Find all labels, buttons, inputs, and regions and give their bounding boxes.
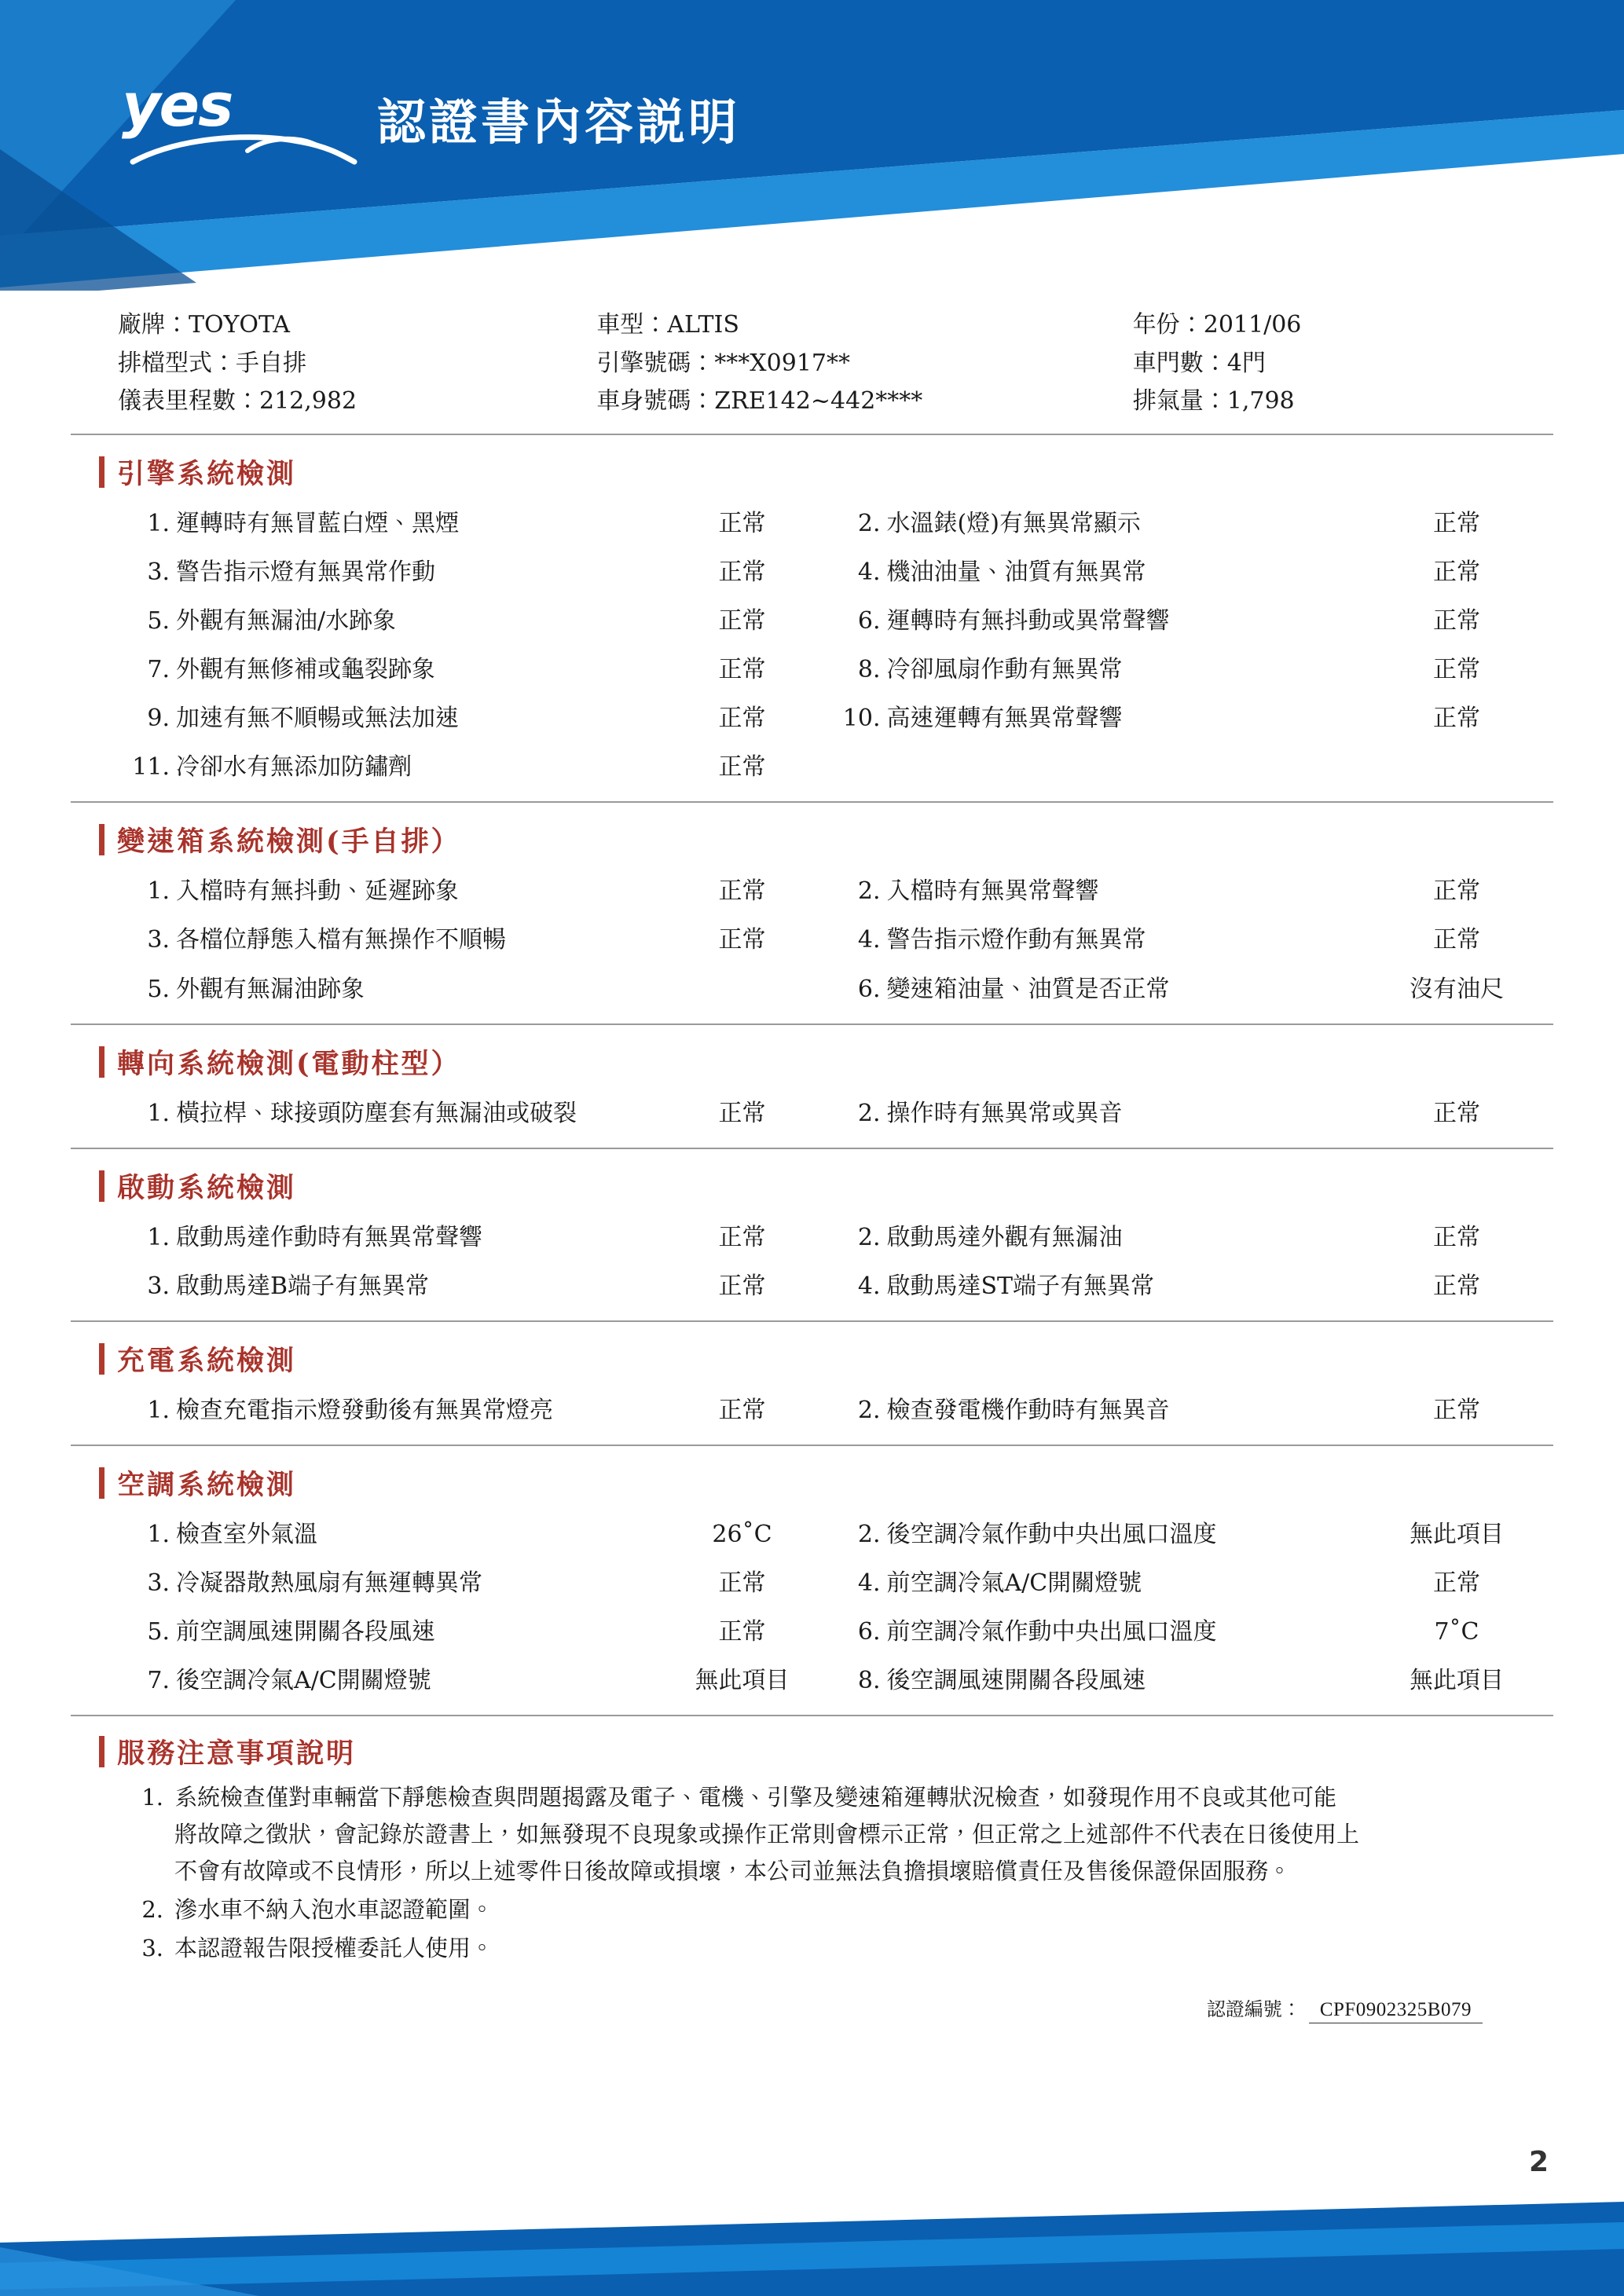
section-header: [99, 820, 1553, 859]
item-number: 3.: [147, 558, 170, 586]
inspection-item: [118, 1089, 829, 1138]
inspection-item: [829, 694, 1540, 743]
inspection-row: [118, 1608, 1539, 1657]
item-value: 正常: [1433, 1099, 1480, 1127]
inspection-item: [118, 743, 829, 792]
inspection-item: [118, 1262, 829, 1311]
item-value: 正常: [1433, 1569, 1480, 1598]
item-text: 外觀有無漏油跡象: [176, 975, 365, 1003]
certificate-number-value: CPF0902325B079: [1309, 1999, 1483, 2023]
item-value: 正常: [1433, 1396, 1480, 1424]
item-number: 2.: [857, 1099, 881, 1127]
item-number: 1.: [147, 1396, 170, 1424]
inspection-item: [829, 1386, 1540, 1435]
item-value: 正常: [718, 753, 766, 782]
item-text: 後空調冷氣A/C開關燈號: [176, 1667, 431, 1695]
vehicle-brand: 廠牌：TOYOTA: [118, 311, 291, 339]
inspection-item: [118, 916, 829, 965]
service-notes: [71, 1716, 1553, 1967]
item-value: 正常: [1433, 705, 1480, 733]
inspection-row: [118, 1089, 1539, 1138]
item-number: 1.: [147, 1223, 170, 1251]
page-title: 認證書內容説明: [377, 93, 741, 151]
item-text: 運轉時有無抖動或異常聲響: [886, 606, 1170, 635]
note-number: 2.: [141, 1896, 163, 1924]
section-marker: [99, 456, 104, 488]
vehicle-displacement: 排氣量：1,798: [1132, 387, 1295, 416]
inspection-item: [829, 548, 1540, 597]
section-header: [99, 1042, 1553, 1082]
item-value: 正常: [718, 877, 766, 906]
inspection-item: [829, 1089, 1540, 1138]
note-line: 不會有故障或不良情形，所以上述零件日後故障或損壞，本公司並無法負擔損壞賠償責任及售後保證保固服務。: [174, 1858, 1292, 1885]
vehicle-info-col-2: [596, 306, 1132, 421]
item-text: 外觀有無修補或龜裂跡象: [176, 656, 435, 684]
item-value: 7˚C: [1434, 1618, 1479, 1646]
item-number: 6.: [857, 1618, 881, 1646]
vehicle-mileage: 儀表里程數：212,982: [118, 387, 357, 416]
section-rows: [118, 867, 1539, 1013]
item-text: 變速箱油量、油質是否正常: [886, 975, 1170, 1003]
item-text: 機油油量、油質有無異常: [886, 558, 1146, 586]
section-title: 充電系統檢測: [117, 1344, 297, 1377]
inspection-item: [118, 548, 829, 597]
item-value: 無此項目: [695, 1667, 790, 1695]
page-footer: [0, 2202, 1624, 2296]
inspection-row: [118, 1657, 1539, 1705]
section-transmission: [71, 803, 1553, 1024]
inspection-item: [829, 646, 1540, 694]
item-text: 入檔時有無異常聲響: [886, 877, 1099, 906]
item-value: 正常: [718, 1396, 766, 1424]
inspection-row: [118, 597, 1539, 646]
item-text: 警告指示燈有無異常作動: [176, 558, 435, 586]
note-item: [118, 1891, 1539, 1928]
inspection-item: [829, 965, 1540, 1014]
inspection-row: [118, 500, 1539, 548]
note-item: [118, 1930, 1539, 1967]
section-header: [99, 1339, 1553, 1379]
inspection-row: [118, 1511, 1539, 1559]
item-value: 正常: [718, 705, 766, 733]
inspection-row: [118, 646, 1539, 694]
inspection-row: [118, 1386, 1539, 1435]
inspection-item: [829, 1262, 1540, 1311]
vehicle-info: [71, 291, 1553, 435]
inspection-item: [118, 1386, 829, 1435]
item-value: 沒有油尺: [1410, 975, 1504, 1003]
item-number: 5.: [147, 606, 170, 635]
inspection-item: [118, 867, 829, 916]
item-number: 2.: [857, 1396, 881, 1424]
vehicle-year: 年份：2011/06: [1132, 311, 1302, 339]
item-text: 警告指示燈作動有無異常: [886, 926, 1146, 954]
item-number: 1.: [147, 877, 170, 906]
section-header: [99, 1166, 1553, 1206]
item-text: 入檔時有無抖動、延遲跡象: [176, 877, 459, 906]
item-number: 4.: [857, 1272, 881, 1300]
note-item: [118, 1779, 1539, 1890]
item-text: 高速運轉有無異常聲響: [886, 705, 1123, 733]
inspection-item: [118, 1214, 829, 1262]
note-text: 滲水車不納入泡水車認證範圍。: [174, 1896, 494, 1924]
item-text: 冷凝器散熱風扇有無運轉異常: [176, 1569, 482, 1598]
inspection-item: [118, 646, 829, 694]
note-text: [174, 1779, 1539, 1890]
section-title: 引擎系統檢測: [117, 457, 297, 490]
inspection-item: [829, 1608, 1540, 1657]
item-value: 正常: [718, 1618, 766, 1646]
item-value: 正常: [718, 606, 766, 635]
section-rows: [118, 1511, 1539, 1705]
page-number: 2: [1528, 2146, 1549, 2178]
item-value: 正常: [1433, 558, 1480, 586]
item-value: 正常: [718, 926, 766, 954]
vehicle-transmission: 排檔型式：手自排: [118, 349, 306, 377]
item-text: 各檔位靜態入檔有無操作不順暢: [176, 926, 506, 954]
inspection-item: [829, 500, 1540, 548]
inspection-item: [118, 1559, 829, 1608]
section-marker: [99, 824, 104, 855]
section-steering: [71, 1025, 1553, 1149]
section-header: [99, 1732, 1553, 1771]
section-air-conditioning: [71, 1446, 1553, 1716]
vehicle-info-col-1: [118, 306, 596, 421]
car-swoosh-icon: [130, 130, 357, 167]
item-text: 加速有無不順暢或無法加速: [176, 705, 459, 733]
yes-logo: [122, 70, 357, 162]
item-value: 正常: [718, 1223, 766, 1251]
item-value: 正常: [1433, 606, 1480, 635]
item-number: 4.: [857, 558, 881, 586]
item-number: 4.: [857, 1569, 881, 1598]
section-rows: [118, 500, 1539, 793]
vehicle-engine-no: 引擎號碼：***X0917**: [596, 349, 851, 377]
inspection-item: [829, 1657, 1540, 1705]
section-rows: [118, 1089, 1539, 1138]
item-value: 正常: [718, 1099, 766, 1127]
inspection-row: [118, 694, 1539, 743]
inspection-row: [118, 965, 1539, 1014]
item-text: 前空調冷氣作動中央出風口溫度: [886, 1618, 1217, 1646]
vehicle-vin: 車身號碼：ZRE142~442****: [596, 387, 923, 416]
item-value: 正常: [1433, 1272, 1480, 1300]
item-value: 正常: [1433, 656, 1480, 684]
inspection-item: [829, 1214, 1540, 1262]
inspection-row: [118, 1214, 1539, 1262]
item-text: 水溫錶(燈)有無異常顯示: [886, 509, 1141, 537]
certificate-number-row: [71, 1968, 1553, 2023]
section-header: [99, 452, 1553, 492]
section-marker: [99, 1343, 104, 1375]
item-text: 橫拉桿、球接頭防塵套有無漏油或破裂: [176, 1099, 577, 1127]
inspection-row: [118, 548, 1539, 597]
item-number: 10.: [842, 705, 881, 733]
section-rows: [118, 1386, 1539, 1435]
inspection-item: [829, 1511, 1540, 1559]
item-value: 正常: [718, 656, 766, 684]
item-number: 9.: [147, 705, 170, 733]
item-number: 6.: [857, 606, 881, 635]
item-number: 7.: [147, 656, 170, 684]
note-number: 3.: [141, 1935, 163, 1962]
section-title: 轉向系統檢測(電動柱型）: [117, 1047, 461, 1080]
certificate-number-label: 認證編號：: [1206, 1998, 1301, 2021]
section-title: 空調系統檢測: [117, 1469, 297, 1501]
item-number: 7.: [147, 1667, 170, 1695]
item-text: 冷卻風扇作動有無異常: [886, 656, 1123, 684]
item-value: 正常: [1433, 926, 1480, 954]
inspection-row: [118, 1559, 1539, 1608]
section-starter: [71, 1149, 1553, 1322]
logo-wordmark: yes: [122, 70, 233, 140]
item-text: 檢查充電指示燈發動後有無異常燈亮: [176, 1396, 553, 1424]
section-title: 服務注意事項說明: [117, 1738, 357, 1771]
item-number: 3.: [147, 1272, 170, 1300]
section-rows: [118, 1214, 1539, 1311]
inspection-row: [118, 916, 1539, 965]
inspection-row: [118, 867, 1539, 916]
inspection-item: [829, 867, 1540, 916]
item-value: 正常: [1433, 877, 1480, 906]
item-value: 無此項目: [1410, 1521, 1504, 1548]
item-number: 3.: [147, 926, 170, 954]
inspection-item: [118, 965, 829, 1014]
item-text: 冷卻水有無添加防鏽劑: [176, 753, 412, 782]
inspection-item: [118, 597, 829, 646]
item-text: 前空調冷氣A/C開關燈號: [886, 1569, 1142, 1598]
item-text: 操作時有無異常或異音: [886, 1099, 1123, 1127]
certificate-number: [1207, 1994, 1483, 2023]
item-number: 2.: [857, 877, 881, 906]
item-number: 3.: [147, 1569, 170, 1598]
section-engine: [71, 435, 1553, 804]
item-value: 正常: [718, 1272, 766, 1300]
item-text: 啟動馬達B端子有無異常: [176, 1272, 430, 1300]
item-text: 外觀有無漏油/水跡象: [176, 606, 397, 635]
inspection-item: [118, 1657, 829, 1705]
inspection-item: [118, 1511, 829, 1559]
note-line: 系統檢查僅對車輛當下靜態檢查與問題揭露及電子、電機、引擎及變速箱運轉狀況檢查，如發現作用不良或其他可能: [174, 1784, 1337, 1811]
inspection-row: [118, 743, 1539, 792]
item-value: 正常: [718, 509, 766, 537]
note-list: [118, 1779, 1539, 1967]
item-number: 2.: [857, 509, 881, 537]
item-text: 後空調冷氣作動中央出風口溫度: [886, 1521, 1217, 1548]
item-number: 1.: [147, 509, 170, 537]
inspection-item: [118, 1608, 829, 1657]
inspection-item: [829, 916, 1540, 965]
vehicle-info-col-3: [1133, 306, 1506, 421]
item-text: 檢查發電機作動時有無異音: [886, 1396, 1170, 1424]
section-header: [99, 1463, 1553, 1503]
item-number: 1.: [147, 1099, 170, 1127]
note-number: 1.: [141, 1784, 163, 1811]
item-value: 26˚C: [712, 1521, 772, 1548]
item-number: 5.: [147, 1618, 170, 1646]
section-marker: [99, 1467, 104, 1499]
item-number: 8.: [857, 1667, 881, 1695]
item-value: 正常: [1433, 509, 1480, 537]
item-text: 啟動馬達作動時有無異常聲響: [176, 1223, 482, 1251]
item-number: 8.: [857, 656, 881, 684]
item-text: 運轉時有無冒藍白煙、黑煙: [176, 509, 459, 537]
section-charging: [71, 1322, 1553, 1446]
section-title: 啟動系統檢測: [117, 1171, 297, 1204]
item-number: 2.: [857, 1223, 881, 1251]
page-header: [0, 0, 1624, 291]
item-text: 前空調風速開關各段風速: [176, 1618, 435, 1646]
item-value: 正常: [1433, 1223, 1480, 1251]
document-body: [0, 291, 1624, 2023]
item-text: 啟動馬達外觀有無漏油: [886, 1223, 1123, 1251]
item-number: 5.: [147, 975, 170, 1003]
item-value: 正常: [718, 558, 766, 586]
item-number: 6.: [857, 975, 881, 1003]
inspection-item: [118, 694, 829, 743]
item-text: 檢查室外氣溫: [176, 1521, 317, 1548]
inspection-item: [118, 500, 829, 548]
inspection-item: [829, 1559, 1540, 1608]
section-marker: [99, 1046, 104, 1078]
item-number: 1.: [147, 1521, 170, 1548]
item-text: 啟動馬達ST端子有無異常: [886, 1272, 1155, 1300]
section-title: 變速箱系統檢測(手自排）: [117, 826, 461, 859]
section-marker: [99, 1170, 104, 1202]
item-text: 後空調風速開關各段風速: [886, 1667, 1146, 1695]
note-line: 將故障之徵狀，會記錄於證書上，如無發現不良現象或操作正常則會標示正常，但正常之上述部件不代表在日後使用上: [174, 1821, 1360, 1848]
vehicle-model: 車型：ALTIS: [596, 311, 739, 339]
item-number: 4.: [857, 926, 881, 954]
item-value: 正常: [718, 1569, 766, 1598]
item-number: 11.: [132, 753, 170, 782]
note-text: 本認證報告限授權委託人使用。: [174, 1935, 494, 1962]
item-value: 無此項目: [1410, 1667, 1504, 1695]
inspection-item: [829, 597, 1540, 646]
item-number: 2.: [857, 1521, 881, 1548]
section-marker: [99, 1736, 104, 1767]
inspection-row: [118, 1262, 1539, 1311]
vehicle-doors: 車門數：4門: [1132, 349, 1266, 377]
